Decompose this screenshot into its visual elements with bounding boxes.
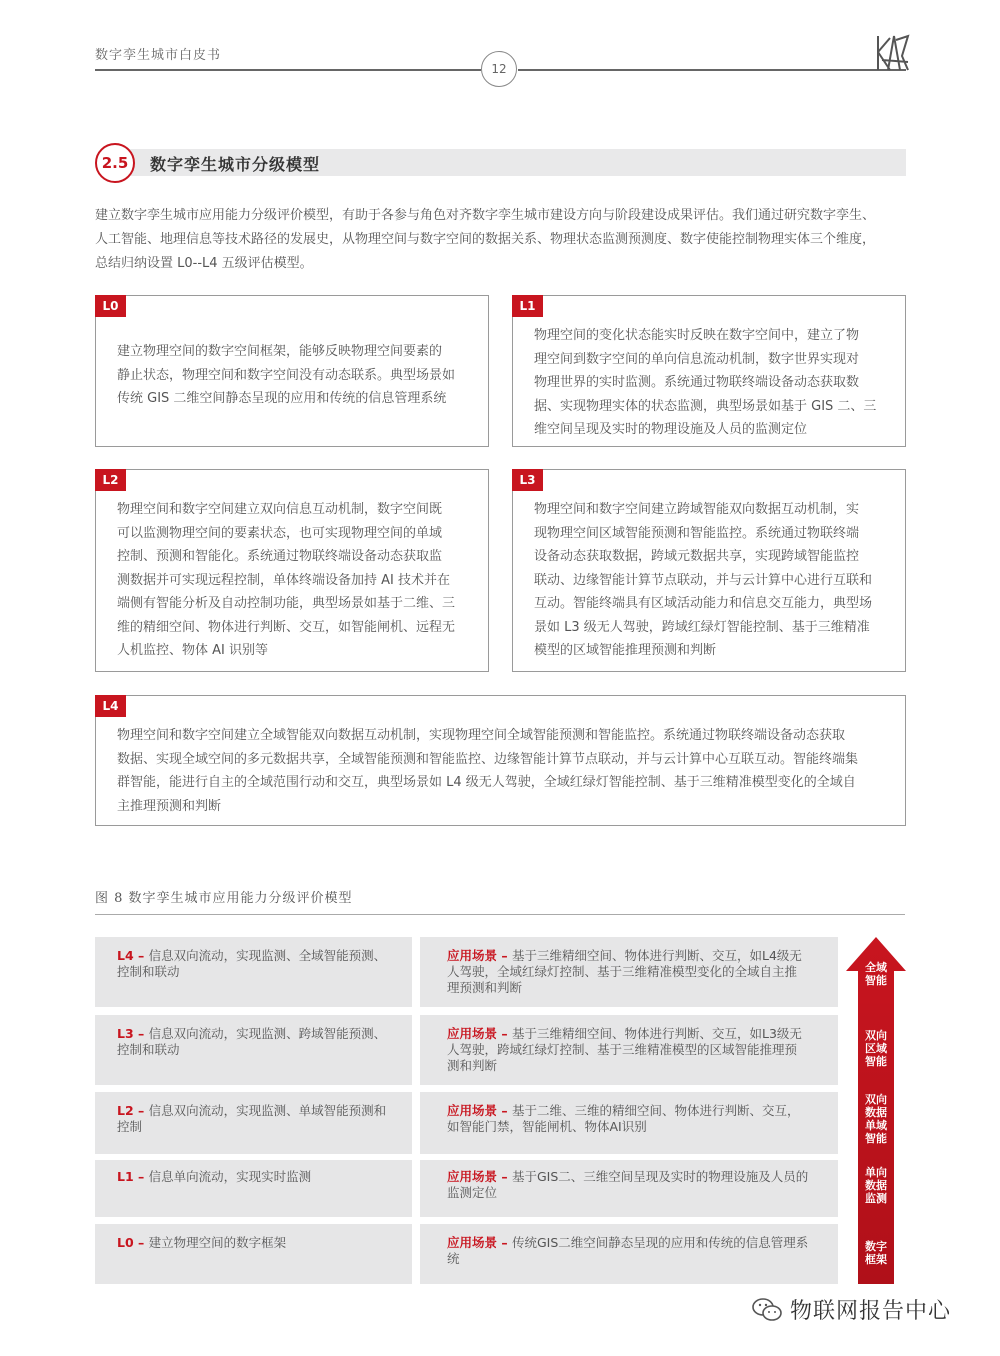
level-summary-text: 信息单向流动，实现实时监测 <box>148 1169 312 1184</box>
separator: – <box>497 1103 512 1118</box>
scene-label: 应用场景 <box>447 1026 498 1041</box>
text-line: 传统 GIS 二维空间静态呈现的应用和传统的信息管理系统 <box>117 391 447 406</box>
text-line: 群智能，能进行自主的全域范围行动和交互，典型场景如 L4 级无人驾驶，全域红绿灯智能控制、基于三维精准模型变化的全域自 <box>117 775 856 790</box>
level-tag: L1 <box>512 295 543 317</box>
separator: – <box>497 1169 512 1184</box>
capability-arrow <box>846 937 906 1284</box>
level-description <box>117 498 455 663</box>
scene-text: 基于三维精细空间、物体进行判断、交互，如L4级无人驾驶，全域红绿灯控制、基于三维精准模型变化的全域自主推理预测和判断 <box>447 948 802 995</box>
wechat-icon <box>752 1297 782 1323</box>
level-summary <box>117 948 397 980</box>
separator: – <box>133 1026 149 1041</box>
text-line: 可以监测物理空间的要素状态，也可实现物理空间的单域 <box>117 525 443 541</box>
arrow-label-text: 单向数据监测 <box>865 1166 887 1205</box>
header-divider <box>95 69 481 71</box>
figure-scene-cell-l2 <box>420 1092 838 1154</box>
intro-line: 建立数字孪生城市应用能力分级评价模型，有助于各参与角色对齐数字孪生城市建设方向与阶段建设成果评估。我们通过研究数字孪生、 <box>95 208 876 223</box>
level-label: L0 <box>117 1235 134 1250</box>
text-line: 据、实现物理实体的状态监测，典型场景如基于 GIS 二、三 <box>534 398 877 414</box>
section-number: 2.5 <box>95 143 135 183</box>
arrow-label <box>846 1240 906 1266</box>
scene-label: 应用场景 <box>447 1169 498 1184</box>
figure-level-cell-l1 <box>95 1160 412 1217</box>
document-title: 数字孪生城市白皮书 <box>95 48 222 63</box>
watermark-text: 物联网报告中心 <box>790 1299 952 1324</box>
level-box-l3 <box>512 469 906 672</box>
level-tag: L3 <box>512 469 543 491</box>
scene-description <box>447 1026 809 1074</box>
header-divider <box>518 69 906 71</box>
text-line: 静止状态，物理空间和数字空间没有动态联系。典型场景如 <box>117 367 456 383</box>
level-summary-text: 信息双向流动，实现监测、单域智能预测和控制 <box>117 1103 387 1134</box>
text-line: 测数据并可实现远程控制，单体终端设备加持 AI 技术并在 <box>117 572 450 588</box>
level-box-l1 <box>512 295 906 447</box>
level-summary <box>117 1235 397 1251</box>
level-label: L2 <box>117 1103 134 1118</box>
arrow-label-text: 全域智能 <box>865 961 887 987</box>
scene-description <box>447 1169 809 1201</box>
level-box-l2 <box>95 469 489 672</box>
text-line: 物理空间和数字空间建立全域智能双向数据互动机制，实现物理空间全域智能预测和智能监控。系统通过物联终端设备动态获取 <box>117 728 846 743</box>
separator: – <box>133 1169 149 1184</box>
text-line: 理空间到数字空间的单向信息流动机制，数字世界实现对 <box>534 351 860 367</box>
level-tag: L4 <box>95 695 126 717</box>
text-line: 景如 L3 级无人驾驶，跨域红绿灯智能控制、基于三维精准 <box>534 619 870 635</box>
level-description <box>117 724 858 818</box>
separator: – <box>497 1235 512 1250</box>
scene-label: 应用场景 <box>447 1235 498 1250</box>
level-description <box>117 340 455 411</box>
level-box-l0 <box>95 295 489 447</box>
text-line: 物理空间和数字空间建立双向信息互动机制，数字空间既 <box>117 502 443 517</box>
scene-label: 应用场景 <box>447 1103 498 1118</box>
arrow-label <box>846 961 906 987</box>
arrow-label-text: 数字框架 <box>865 1240 887 1266</box>
intro-line: 人工智能、地理信息等技术路径的发展史，从物理空间与数字空间的数据关系、物理状态监测预测度、数字使能控制物理实体三个维度， <box>95 232 876 247</box>
separator: – <box>133 1235 149 1250</box>
text-line: 现物理空间区域智能预测和智能监控。系统通过物联终端 <box>534 525 860 541</box>
scene-text: 基于三维精细空间、物体进行判断、交互，如L3级无人驾驶，跨域红绿灯控制、基于三维精准模型的区域智能推理预测和判断 <box>447 1026 802 1073</box>
publisher-logo-icon <box>872 30 912 74</box>
figure-level-cell-l3 <box>95 1015 412 1085</box>
level-summary <box>117 1169 397 1185</box>
arrow-label-text: 双向数据单域智能 <box>865 1093 887 1145</box>
level-description <box>534 324 876 442</box>
text-line: 物理空间的变化状态能实时反映在数字空间中，建立了物 <box>534 328 860 343</box>
figure-scene-cell-l3 <box>420 1015 838 1085</box>
level-summary-text: 信息双向流动，实现监测、跨域智能预测、控制和联动 <box>117 1026 387 1057</box>
scene-description <box>447 1235 809 1267</box>
level-summary-text: 建立物理空间的数字框架 <box>148 1235 287 1250</box>
text-line: 模型的区域智能推理预测和判断 <box>534 643 717 658</box>
scene-text: 基于GIS二、三维空间呈现及实时的物理设施及人员的监测定位 <box>447 1169 809 1200</box>
scene-label: 应用场景 <box>447 948 498 963</box>
figure-level-cell-l0 <box>95 1224 412 1284</box>
text-line: 物理空间和数字空间建立跨域智能双向数据互动机制，实 <box>534 502 860 517</box>
figure-scene-cell-l0 <box>420 1224 838 1284</box>
text-line: 控制、预测和智能化。系统通过物联终端设备动态获取监 <box>117 549 443 564</box>
text-line: 维的精细空间、物体进行判断、交互，如智能闸机、远程无 <box>117 619 456 635</box>
scene-description <box>447 948 809 996</box>
level-tag: L2 <box>95 469 126 491</box>
scene-text: 传统GIS二维空间静态呈现的应用和传统的信息管理系统 <box>447 1235 809 1266</box>
arrow-label <box>846 1166 906 1205</box>
arrow-label-text: 双向区域智能 <box>865 1029 887 1068</box>
text-line: 数据、实现全域空间的多元数据共享，全域智能预测和智能监控、边缘智能计算节点联动，并与云计算中心互联互动。智能终端集 <box>117 751 859 767</box>
figure-level-cell-l4 <box>95 937 412 1007</box>
figure-divider <box>95 914 905 915</box>
intro-paragraph <box>95 204 910 276</box>
text-line: 物理世界的实时监测。系统通过物联终端设备动态获取数 <box>534 375 860 390</box>
page-number: 12 <box>481 51 517 87</box>
text-line: 联动、边缘智能计算节点联动，并与云计算中心进行互联和 <box>534 572 873 588</box>
text-line: 建立物理空间的数字空间框架，能够反映物理空间要素的 <box>117 344 443 359</box>
figure-scene-cell-l1 <box>420 1160 838 1217</box>
level-label: L3 <box>117 1026 134 1041</box>
text-line: 端侧有智能分析及自动控制功能，典型场景如基于二维、三 <box>117 596 456 611</box>
text-line: 主推理预测和判断 <box>117 798 222 814</box>
separator: – <box>497 1026 512 1041</box>
text-line: 维空间呈现及实时的物理设施及人员的监测定位 <box>534 422 808 437</box>
level-summary-text: 信息双向流动，实现监测、全域智能预测、控制和联动 <box>117 948 387 979</box>
level-box-l4 <box>95 695 906 826</box>
figure-level-cell-l2 <box>95 1092 412 1154</box>
level-label: L1 <box>117 1169 134 1184</box>
separator: – <box>497 948 512 963</box>
level-tag: L0 <box>95 295 126 317</box>
section-title: 数字孪生城市分级模型 <box>150 155 321 174</box>
separator: – <box>133 1103 149 1118</box>
text-line: 设备动态获取数据，跨域元数据共享，实现跨域智能监控 <box>534 549 860 564</box>
text-line: 人机监控、物体 AI 识别等 <box>117 643 268 658</box>
scene-description <box>447 1103 809 1135</box>
arrow-label <box>846 1029 906 1068</box>
level-summary <box>117 1026 397 1058</box>
figure-caption: 图 8 数字孪生城市应用能力分级评价模型 <box>95 891 353 906</box>
level-summary <box>117 1103 397 1135</box>
scene-text: 基于二维、三维的精细空间、物体进行判断、交互，如智能门禁，智能闸机、物体AI识别 <box>447 1103 800 1134</box>
watermark <box>752 1294 951 1325</box>
figure-scene-cell-l4 <box>420 937 838 1007</box>
separator: – <box>133 948 149 963</box>
level-label: L4 <box>117 948 134 963</box>
level-description <box>534 498 872 663</box>
arrow-label <box>846 1093 906 1145</box>
text-line: 互动。智能终端具有区域活动能力和信息交互能力，典型场 <box>534 596 873 611</box>
intro-line: 总结归纳设置 L0--L4 五级评估模型。 <box>95 256 313 271</box>
